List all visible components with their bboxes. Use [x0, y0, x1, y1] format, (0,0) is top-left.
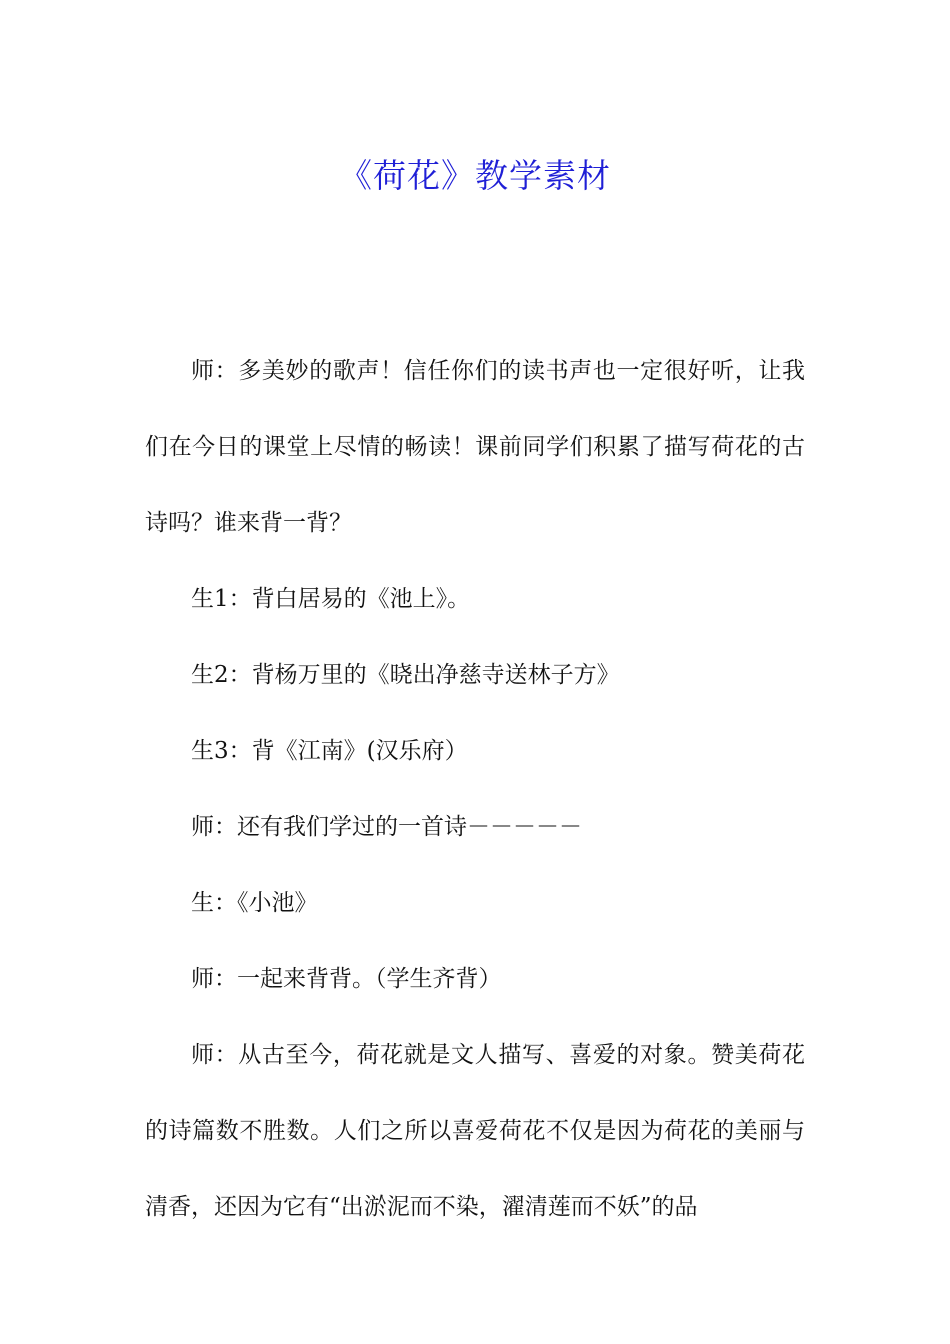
- paragraph-student-3: 生3：背《江南》(汉乐府）: [191, 738, 468, 764]
- document-title: 《荷花》教学素材: [339, 156, 611, 196]
- paragraph-teacher-prompt: 师：还有我们学过的一首诗－－－－－: [191, 814, 582, 840]
- paragraph-student-2: 生2：背杨万里的《晓出净慈寺送林子方》: [191, 662, 620, 688]
- paragraph-student-answer: 生：《小池》: [191, 890, 318, 916]
- paragraph-teacher-intro: 师：多美妙的歌声！信任你们的读书声也一定很好听，让我们在今日的课堂上尽情的畅读！课前同学们积累了描写荷花的古诗吗？谁来背一背？: [145, 358, 805, 536]
- paragraph-student-1: 生1：背白居易的《池上》。: [191, 586, 471, 612]
- paragraph-teacher-recite: 师：一起来背背。（学生齐背）: [191, 966, 502, 992]
- document-body: [145, 333, 805, 1245]
- paragraph-teacher-lotus: 师：从古至今，荷花就是文人描写、喜爱的对象。赞美荷花的诗篇数不胜数。人们之所以喜爱荷花不仅是因为荷花的美丽与清香，还因为它有“出淤泥而不染，濯清莲而不妖”的品: [145, 1042, 805, 1220]
